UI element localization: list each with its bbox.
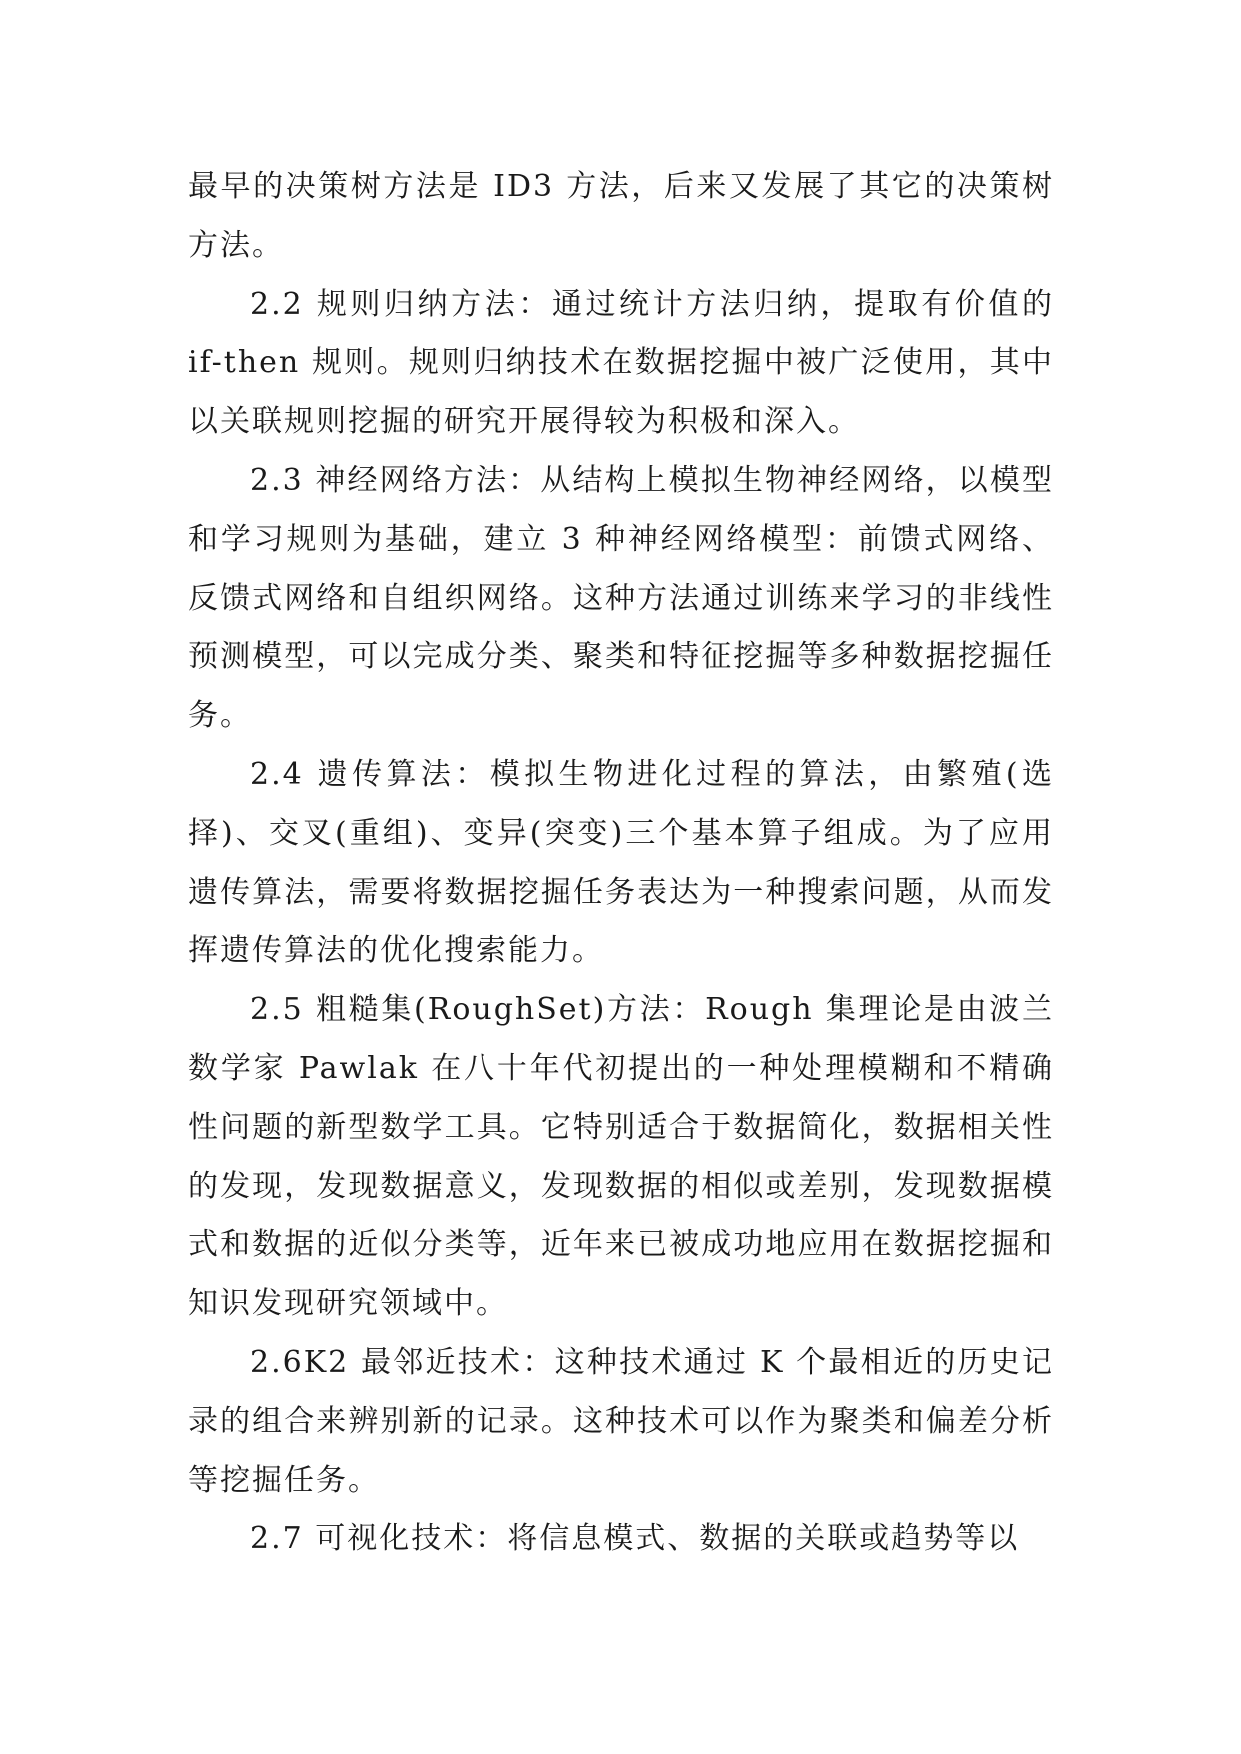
paragraph-nearest-neighbor: 2.6K2 最邻近技术：这种技术通过 K 个最相近的历史记录的组合来辨别新的记录。这种技术可以作为聚类和偏差分析等挖掘任务。 (188, 1344, 1054, 1498)
body-text (188, 158, 1054, 1569)
paragraph-rough-set: 2.5 粗糙集(RoughSet)方法：Rough 集理论是由波兰数学家 Pawlak 在八十年代初提出的一种处理模糊和不精确性问题的新型数学工具。它特别适合于数据简化，数据相关性的发现，发现数据意义，发现数据的相似或差别，发现数据模式和数据的近似分类等，近年来已被成功地应用在数据挖掘和知识发现研究领域中。 (188, 992, 1054, 1322)
paragraph-genetic-algorithm: 2.4 遗传算法：模拟生物进化过程的算法，由繁殖(选择)、交叉(重组)、变异(突变)三个基本算子组成。为了应用遗传算法，需要将数据挖掘任务表达为一种搜索问题，从而发挥遗传算法的优化搜索能力。 (188, 756, 1054, 969)
paragraph-rule-induction: 2.2 规则归纳方法：通过统计方法归纳，提取有价值的 if-then 规则。规则归纳技术在数据挖掘中被广泛使用，其中以关联规则挖掘的研究开展得较为积极和深入。 (188, 286, 1054, 440)
paragraph-visualization: 2.7 可视化技术：将信息模式、数据的关联或趋势等以 (250, 1521, 1020, 1557)
paragraph-decision-tree-continued: 最早的决策树方法是 ID3 方法，后来又发展了其它的决策树方法。 (188, 169, 1054, 263)
paragraph-neural-network: 2.3 神经网络方法：从结构上模拟生物神经网络，以模型和学习规则为基础，建立 3 种神经网络模型：前馈式网络、反馈式网络和自组织网络。这种方法通过训练来学习的非线性预测模型，可以完成分类、聚类和特征挖掘等多种数据挖掘任务。 (188, 462, 1054, 734)
